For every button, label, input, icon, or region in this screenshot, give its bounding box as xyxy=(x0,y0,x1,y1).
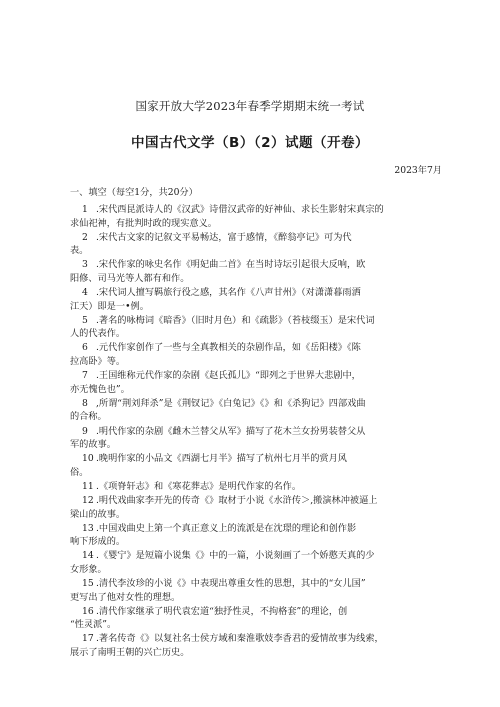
question-line-1 xyxy=(70,605,438,619)
question-text: .王国维称元代作家的杂剧《赵氏孤儿》“即列之于世界大悲剧中， xyxy=(96,370,361,382)
question-line-1 xyxy=(70,632,438,646)
question-item xyxy=(70,397,438,424)
question-text: .《婴宁》是短篇小说集《》中的一篇，小说刻画了一个娇憨天真的少 xyxy=(96,550,375,562)
question-line-2: 俗。 xyxy=(70,466,89,478)
question-number: 12 xyxy=(82,494,94,506)
question-number: 11 xyxy=(82,480,94,492)
question-number: 2 xyxy=(82,231,88,243)
question-number: 6 xyxy=(82,342,88,354)
question-number: 7 xyxy=(82,370,88,382)
question-text: .明代作家的杂剧《雌木兰替父从军》描写了花木兰女扮男装替父从 xyxy=(96,425,366,437)
question-text: .宋代西昆派诗人的《汉武》诗借汉武帝的好神仙、求长生影射宋真宗的 xyxy=(96,204,384,215)
question-line-1 xyxy=(70,258,438,272)
question-text: .元代作家创作了一些与全真教相关的杂剧作品，如《岳阳楼》《陈 xyxy=(96,342,361,354)
exam-subject-title: 中国古代文学（B）（2）试题（开卷） xyxy=(131,135,369,151)
question-line-2: 江天）即是一•例。 xyxy=(70,300,149,312)
question-line-2: 的合称。 xyxy=(70,411,107,423)
question-line-2: 阳修、司马光等人都有和作。 xyxy=(70,272,190,284)
question-number: 10 xyxy=(82,453,94,465)
question-item xyxy=(70,632,438,659)
question-item xyxy=(70,369,438,396)
question-line-1 xyxy=(70,341,438,355)
question-number: 13 xyxy=(82,522,94,534)
question-text: .明代戏曲家李开先的传奇《》取材于小说《水浒传＞,搬演林冲被逼上 xyxy=(96,494,378,506)
question-line-1 xyxy=(70,577,438,591)
question-line-2: 展示了南明王朝的兴亡历史。 xyxy=(70,647,190,658)
question-line-2: 表。 xyxy=(70,245,89,257)
question-text: ,所谓“荆刘拜杀”是《荆钗记》《白兔记》《》和《杀狗记》四部戏曲 xyxy=(96,397,366,409)
question-line-2: 亦无愧色也”。 xyxy=(70,383,130,395)
question-text: .清代李汝珍的小说《》中表现出尊重女性的思想，其中的“女儿国” xyxy=(96,578,366,590)
question-item xyxy=(70,480,438,494)
question-line-2: 人的代表作。 xyxy=(70,328,126,340)
question-line-1 xyxy=(70,397,438,411)
question-number: 17 xyxy=(82,633,94,645)
question-text: .晚明作家的小品文《西湖七月半》描写了杭州七月半的赏月风 xyxy=(96,453,347,465)
question-line-2: 女形象。 xyxy=(70,563,107,575)
question-line-1 xyxy=(70,480,438,494)
question-list xyxy=(70,203,438,660)
question-number: 14 xyxy=(82,550,94,562)
question-item xyxy=(70,231,438,258)
question-line-2: 拉高卧》等。 xyxy=(70,356,126,368)
question-line-1 xyxy=(70,494,438,508)
question-number: 9 xyxy=(82,425,88,437)
question-text: .宋代词人擅写羁旅行役之感，其名作《八声甘州》（对潇潇暮雨洒 xyxy=(96,287,361,299)
question-line-1 xyxy=(70,369,438,383)
question-number: 1 xyxy=(82,204,88,215)
question-line-2: 军的故事。 xyxy=(70,439,116,451)
section-heading: 一、填空（每空1分，共20分） xyxy=(70,187,198,198)
question-line-2: 更写出了他对女性的理想。 xyxy=(70,591,181,603)
question-item xyxy=(70,452,438,479)
question-text: .中国戏曲史上第一个真正意义上的流派是在沈璟的理论和创作影 xyxy=(96,522,357,534)
question-line-1 xyxy=(70,231,438,245)
question-line-2: “性灵派”。 xyxy=(70,619,117,631)
question-number: 3 xyxy=(82,259,88,271)
question-number: 15 xyxy=(82,578,94,590)
question-line-2: 求仙祀神，有批判时政的现实意义。 xyxy=(70,217,217,229)
question-number: 5 xyxy=(82,314,88,326)
question-item xyxy=(70,549,438,576)
question-line-1 xyxy=(70,549,438,563)
question-line-1 xyxy=(70,425,438,439)
question-item xyxy=(70,203,438,230)
question-number: 4 xyxy=(82,287,88,299)
question-line-1 xyxy=(70,522,438,536)
question-item xyxy=(70,314,438,341)
question-text: .《项脊轩志》和《寒花葬志》是明代作家的名作。 xyxy=(96,480,302,492)
question-text: .宋代古文家的记叙文平易畅达，富于感情，《醉翁亭记》可为代 xyxy=(96,231,352,243)
question-item xyxy=(70,258,438,285)
question-item xyxy=(70,577,438,604)
question-item xyxy=(70,494,438,521)
question-text: .清代作家继承了明代袁宏道“独抒性灵，不拘格套”的理论，创 xyxy=(96,605,348,617)
question-text: .著名的咏梅词《暗香》（旧时月色）和《疏影》（苔枝缀玉）是宋代词 xyxy=(96,314,375,326)
question-line-2: 响下形成的。 xyxy=(70,536,126,548)
question-number: 8 xyxy=(82,397,88,409)
question-item xyxy=(70,522,438,549)
question-text: .著名传奇《》以复社名士侯方域和秦淮歌妓李香君的爱情故事为线索， xyxy=(96,633,384,645)
question-number: 16 xyxy=(82,605,94,617)
question-item xyxy=(70,286,438,313)
question-line-1 xyxy=(70,314,438,328)
question-line-1 xyxy=(70,203,438,217)
question-text: .宋代作家的咏史名作《明妃曲二首》在当时诗坛引起很大反响，欧 xyxy=(96,259,366,271)
exam-date: 2023年7月 xyxy=(394,165,442,176)
question-line-2: 梁山的故事。 xyxy=(70,508,126,520)
question-item xyxy=(70,425,438,452)
question-line-1 xyxy=(70,452,438,466)
question-line-1 xyxy=(70,286,438,300)
question-item xyxy=(70,341,438,368)
question-item xyxy=(70,605,438,632)
exam-header-title: 国家开放大学2023年春季学期期末统一考试 xyxy=(135,99,365,113)
